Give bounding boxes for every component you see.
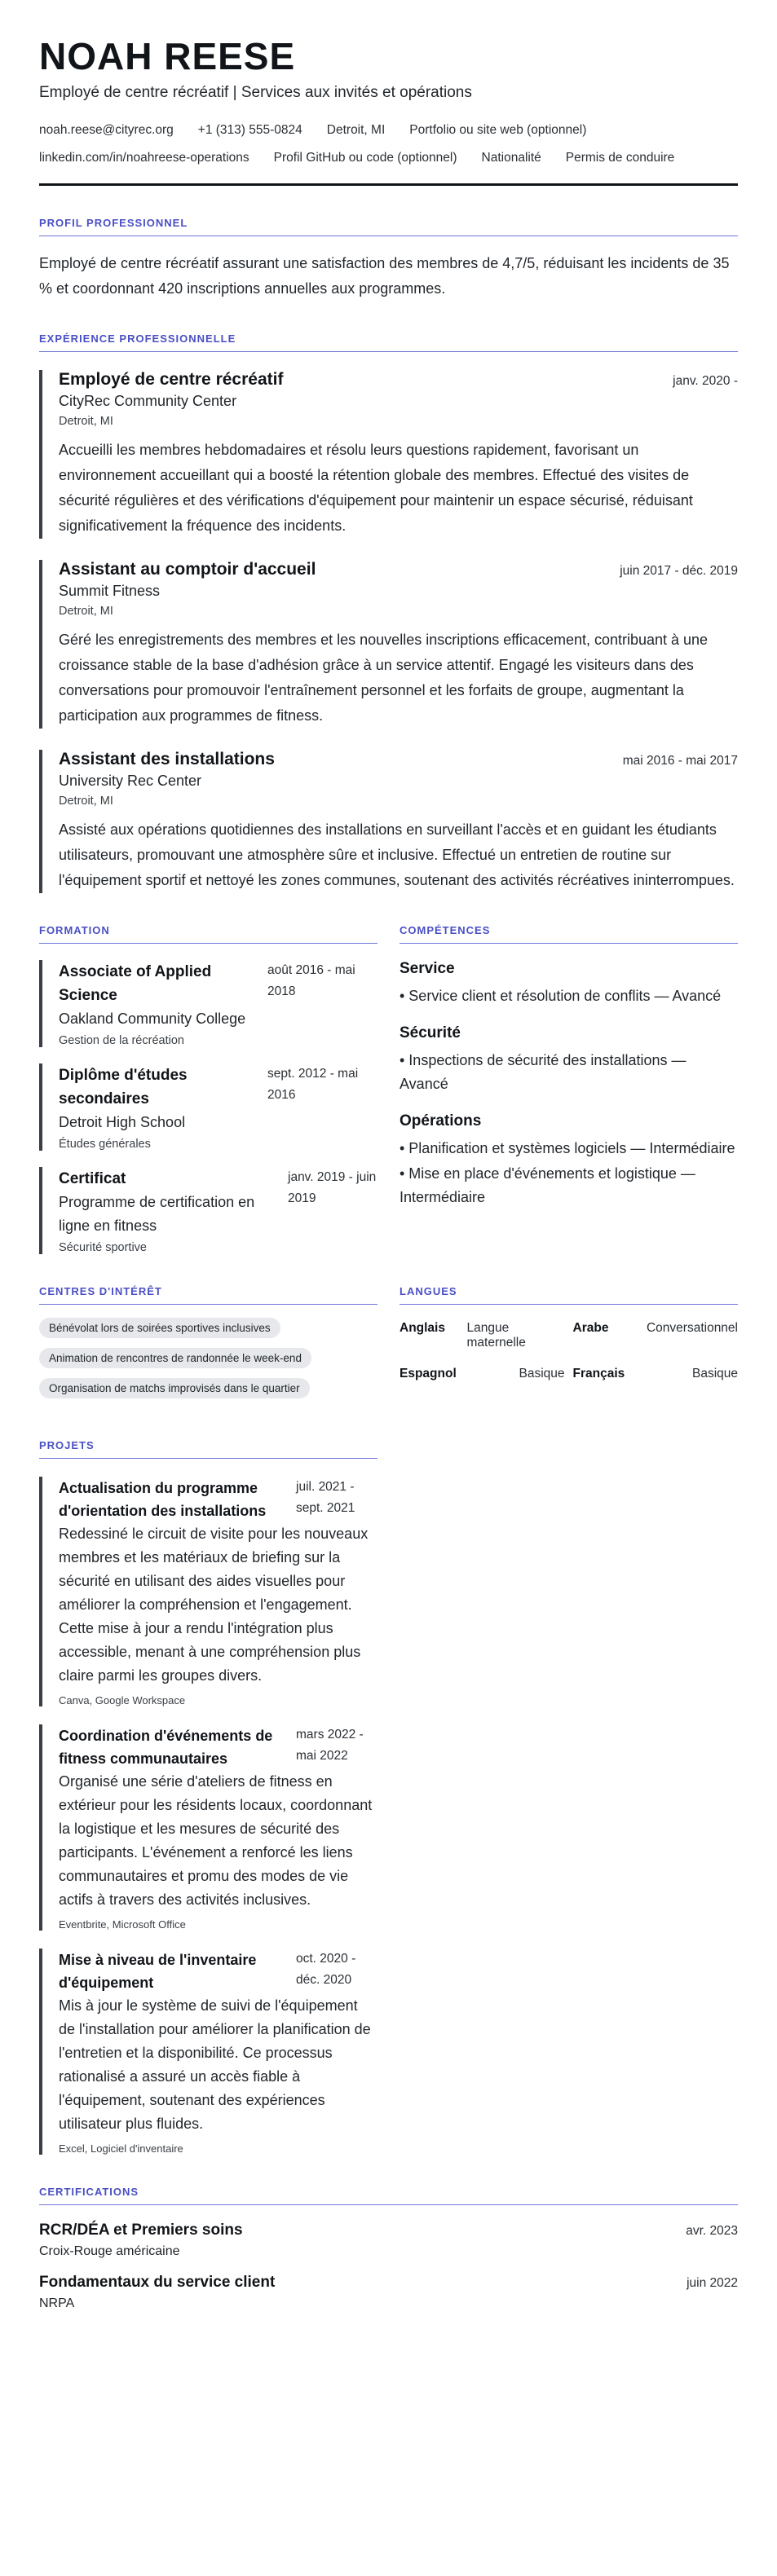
languages-grid [400,1321,738,1381]
language-level: Basique [519,1366,565,1380]
interest-chip: Bénévolat lors de soirées sportives inclusives [39,1318,280,1338]
education-item [39,960,377,1047]
contact-location: Detroit, MI [326,122,386,137]
education-column [39,893,377,1254]
certification-name: Fondamentaux du service client [39,2273,276,2291]
project-date: mars 2022 - mai 2022 [296,1727,364,1763]
education-school: Detroit High School [59,1113,186,1130]
education-school: Oakland Community College [59,1010,246,1027]
education-degree: Diplôme d'études secondaires [59,1066,188,1107]
certification-item [39,2222,738,2259]
languages-column [400,1254,738,1408]
education-skills-row [39,893,738,1254]
project-description: Mis à jour le système de suivi de l'équipement de l'installation pour améliorer la planification de l'entretien et la disponibilité. Ce processus rationalisé a assuré un accès fiable à l'équipement, soutenant des expériences utilisateur plus fluides. [59,1997,371,2132]
section-title-projects: PROJETS [39,1439,377,1459]
skill-group [400,1112,738,1209]
skill-category: Opérations [400,1112,482,1129]
skill-group [400,1024,738,1096]
language-level: Basique [691,1366,738,1380]
job-title: Assistant au comptoir d'accueil [59,559,316,579]
contact-nationality: Nationalité [481,150,541,165]
job-date: janv. 2020 - [673,373,738,388]
certification-issuer: Croix-Rouge américaine [39,2244,180,2258]
language-item [400,1321,565,1350]
project-date: oct. 2020 - déc. 2020 [296,1951,356,1987]
contact-linkedin[interactable]: linkedin.com/in/noahreese-operations [39,150,249,165]
interests-column [39,1254,377,1408]
job-title: Employé de centre récréatif [59,369,284,389]
section-title-experience: EXPÉRIENCE PROFESSIONNELLE [39,332,738,352]
project-tools: Canva, Google Workspace [59,1693,186,1706]
contact-github[interactable]: Profil GitHub ou code (optionnel) [273,150,457,165]
education-degree: Associate of Applied Science [59,962,212,1004]
section-title-interests: CENTRES D'INTÉRÊT [39,1285,377,1305]
project-tools: Excel, Logiciel d'inventaire [59,2142,183,2155]
contact-license: Permis de conduire [565,150,675,165]
contact-email[interactable]: noah.reese@cityrec.org [39,122,174,137]
section-title-skills: COMPÉTENCES [400,924,738,944]
profile-summary: Employé de centre récréatif assurant une satisfaction des membres de 4,7/5, réduisant les incidents de 35 % et coordonnant 420 inscriptions annuelles aux programmes. [39,254,730,297]
education-item [39,1063,377,1151]
contact-phone[interactable]: +1 (313) 555-0824 [197,122,302,137]
skills-column [400,893,738,1254]
project-date: juil. 2021 - sept. 2021 [296,1479,355,1515]
project-title: Coordination d'événements de fitness communautaires [59,1727,273,1767]
certification-item [39,2274,738,2311]
job-description: Assisté aux opérations quotidiennes des installations en surveillant l'accès et en guidant les étudiants utilisateurs, promouvant une atmosphère sûre et inclusive. Effectué un entretien de routine sur l'équipement sportif et nettoyé les zones communes, soutenant des activités récréatives ininterrompues. [59,821,735,888]
experience-item [39,370,738,539]
job-location: Detroit, MI [59,414,113,428]
section-title-education: FORMATION [39,924,377,944]
job-description: Géré les enregistrements des membres et les nouvelles inscriptions efficacement, contribuant à une croissance stable de la base d'adhésion grâce à un service attentif. Engagé les visiteurs dans des conversations pour promouvoir l'entraînement personnel et les forfaits de groupe, augmentant la participation aux programmes de fitness. [59,631,709,724]
experience-list [39,370,738,893]
education-field: Sécurité sportive [59,1240,147,1254]
language-name: Anglais [400,1320,445,1335]
interest-chip: Organisation de matchs improvisés dans le quartier [39,1378,310,1398]
project-item [39,1724,377,1931]
project-description: Redessiné le circuit de visite pour les nouveaux membres et les matériaux de briefing sur la sécurité en utilisant des aides visuelles pour améliorer la compréhension et l'engagement. Cette mise à jour a rendu l'intégration plus accessible, menant à une compréhension plus claire parmi les groupes divers. [59,1525,369,1684]
skill-item: • Inspections de sécurité des installations — Avancé [400,1051,686,1092]
skill-group [400,960,738,1008]
experience-item [39,560,738,729]
job-location: Detroit, MI [59,604,113,618]
certification-date: juin 2022 [686,2275,738,2290]
language-level: Langue maternelle [466,1320,526,1350]
project-description: Organisé une série d'ateliers de fitness en extérieur pour les résidents locaux, coordonnant la logistique et les mesures de sécurité des participants. L'événement a renforcé les liens communautaires et promu des modes de vie actifs à travers des activités inclusives. [59,1772,373,1908]
certification-date: avr. 2023 [686,2223,738,2238]
skill-category: Service [400,959,455,977]
section-title-summary: PROFIL PROFESSIONNEL [39,217,738,236]
language-level: Conversationnel [646,1320,738,1335]
education-item [39,1167,377,1254]
interest-chip: Animation de rencontres de randonnée le week-end [39,1348,311,1368]
language-name: Français [572,1366,625,1380]
contact-info [39,117,738,172]
skill-item: • Mise en place d'événements et logistique — Intermédiaire [400,1165,695,1205]
candidate-headline: Employé de centre récréatif | Services aux invités et opérations [39,83,472,101]
skill-category: Sécurité [400,1024,461,1041]
project-title: Actualisation du programme d'orientation des installations [59,1479,267,1519]
candidate-name: NOAH REESE [39,35,296,77]
projects-column [39,1439,377,2155]
certification-name: RCR/DÉA et Premiers soins [39,2221,243,2239]
language-name: Espagnol [400,1366,457,1380]
job-company: University Rec Center [59,772,202,789]
contact-portfolio[interactable]: Portfolio ou site web (optionnel) [409,122,587,137]
education-school: Programme de certification en ligne en fitness [59,1193,255,1234]
resume-header [39,36,738,186]
certifications-list [39,2222,738,2311]
job-title: Assistant des installations [59,749,275,768]
project-item [39,1477,377,1706]
project-item [39,1949,377,2155]
education-date: janv. 2019 - juin 2019 [288,1169,377,1205]
education-field: Gestion de la récréation [59,1033,184,1047]
education-date: sept. 2012 - mai 2016 [267,1066,359,1102]
skill-item: • Planification et systèmes logiciels — Intermédiaire [400,1139,735,1156]
job-location: Detroit, MI [59,794,113,808]
interest-chips [39,1318,377,1408]
section-title-languages: LANGUES [400,1285,738,1305]
job-company: Summit Fitness [59,582,161,599]
language-name: Arabe [572,1320,609,1335]
certification-issuer: NRPA [39,2296,75,2310]
language-item [573,1367,739,1381]
job-description: Accueilli les membres hebdomadaires et résolu leurs questions rapidement, favorisant un environnement accueillant qui a boosté la rétention globale des membres. Effectué des visites de sécurité régulières et des vérifications d'équipement pour maintenir un espace sécurisé, réduisant significativement la fréquence des incidents. [59,441,693,534]
header-divider [39,183,738,186]
section-title-certifications: CERTIFICATIONS [39,2186,738,2205]
language-item [573,1321,739,1350]
project-tools: Eventbrite, Microsoft Office [59,1918,186,1931]
experience-item [39,750,738,893]
job-date: mai 2016 - mai 2017 [622,753,738,768]
interests-languages-row [39,1254,738,1408]
education-date: août 2016 - mai 2018 [267,962,355,998]
job-date: juin 2017 - déc. 2019 [620,563,738,578]
language-item [400,1367,565,1381]
project-title: Mise à niveau de l'inventaire d'équipement [59,1951,257,1991]
education-degree: Certificat [59,1169,126,1187]
skill-item: • Service client et résolution de conflits — Avancé [400,987,722,1004]
job-company: CityRec Community Center [59,392,237,409]
education-field: Études générales [59,1137,151,1151]
